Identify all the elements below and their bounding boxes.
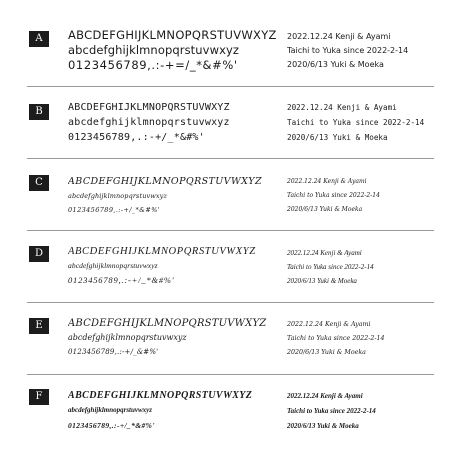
font-style-row-b <box>0 88 460 160</box>
uppercase-alphabet: ABCDEFGHIJKLMNOPQRSTUVWXYZ <box>68 390 253 401</box>
uppercase-alphabet: ABCDEFGHIJKLMNOPQRSTUVWXYZ <box>68 176 262 187</box>
font-style-row-a <box>0 18 460 90</box>
style-badge-c: C <box>29 175 49 191</box>
uppercase-alphabet: ABCDEFGHIJKLMNOPQRSTUVWXYZ <box>68 246 256 257</box>
lowercase-alphabet: abcdefghijklmnopqrstuvwxyz <box>68 117 230 128</box>
alphabet-specimen-d <box>68 245 278 287</box>
digits-and-symbols: 0123456789,.:-+/_&#%' <box>68 348 159 356</box>
sample-texts-c <box>287 175 437 217</box>
row-divider <box>27 374 434 375</box>
digits-and-symbols: 0123456789,.:-+/_*&#%' <box>68 206 161 214</box>
style-badge-b: B <box>29 104 49 120</box>
alphabet-specimen-b <box>68 100 278 145</box>
lowercase-alphabet: abcdefghijklmnopqrstuvwxyz <box>68 406 153 414</box>
lowercase-alphabet: abcdefghijklmnopqrstuvwxyz <box>68 43 240 57</box>
font-style-row-f <box>0 376 460 448</box>
row-divider <box>27 230 434 231</box>
digits-and-symbols: 0123456789,.:-+=/_*&#%' <box>68 58 238 72</box>
sample-texts-f <box>287 389 437 434</box>
sample-text: 2020/6/13 Yuki & Moeka <box>287 349 366 356</box>
sample-text: 2020/6/13 Yuki & Moeka <box>287 206 363 213</box>
sample-texts-b <box>287 100 437 145</box>
sample-text: 2022.12.24 Kenji & Ayami <box>287 178 367 185</box>
alphabet-specimen-a <box>68 28 278 73</box>
style-badge-f: F <box>29 389 49 405</box>
sample-text: Taichi to Yuka since 2022-2-14 <box>287 46 409 55</box>
digits-and-symbols: 0123456789,.:-+/_*&#%' <box>68 421 155 430</box>
row-divider <box>27 302 434 303</box>
lowercase-alphabet: abcdefghijklmnopqrstuvwxyz <box>68 192 167 200</box>
lowercase-alphabet: abcdefghijklmnopqrstuvwxyz <box>68 333 187 342</box>
sample-text: 2020/6/13 Yuki & Moeka <box>287 422 359 430</box>
sample-text: 2020/6/13 Yuki & Moeka <box>287 277 357 285</box>
style-badge-e: E <box>29 318 49 334</box>
uppercase-alphabet: ABCDEFGHIJKLMNOPQRSTUVWXYZ <box>68 102 230 113</box>
sample-text: Taichi to Yuka since 2022-2-14 <box>287 335 385 342</box>
sample-text: Taichi to Yuka since 2022-2-14 <box>287 407 376 415</box>
sample-text: 2020/6/13 Yuki & Moeka <box>287 60 384 69</box>
sample-texts-e <box>287 318 437 360</box>
sample-texts-d <box>287 246 437 288</box>
lowercase-alphabet: abcdefghijklmnopqrstuvwxyz <box>68 261 158 270</box>
style-badge-d: D <box>29 246 49 262</box>
font-style-row-c <box>0 160 460 232</box>
alphabet-specimen-e <box>68 317 278 359</box>
sample-text: Taichi to Yuka since 2022-2-14 <box>287 263 374 271</box>
font-style-row-e <box>0 304 460 376</box>
sample-text: 2022.12.24 Kenji & Ayami <box>287 32 391 41</box>
sample-text: 2022.12.24 Kenji & Ayami <box>287 103 397 112</box>
uppercase-alphabet: ABCDEFGHIJKLMNOPQRSTUVWXYZ <box>68 318 267 329</box>
uppercase-alphabet: ABCDEFGHIJKLMNOPQRSTUVWXYZ <box>68 28 277 42</box>
sample-texts-a <box>287 30 437 72</box>
sample-text: Taichi to Yuka since 2022-2-14 <box>287 192 380 199</box>
font-style-row-d <box>0 232 460 304</box>
style-badge-a: A <box>29 31 49 47</box>
alphabet-specimen-c <box>68 175 278 217</box>
sample-text: 2022.12.24 Kenji & Ayami <box>287 321 371 328</box>
row-divider <box>27 158 434 159</box>
sample-text: 2022.12.24 Kenji & Ayami <box>287 249 362 257</box>
sample-text: 2020/6/13 Yuki & Moeka <box>287 133 388 142</box>
sample-text: 2022.12.24 Kenji & Ayami <box>287 392 363 400</box>
alphabet-specimen-f <box>68 388 278 433</box>
sample-text: Taichi to Yuka since 2022-2-14 <box>287 118 425 127</box>
row-divider <box>27 86 434 87</box>
digits-and-symbols: 0123456789,.:-+/_*&#%' <box>68 132 205 143</box>
digits-and-symbols: 0123456789,.:-+/_*&#%' <box>68 275 175 285</box>
